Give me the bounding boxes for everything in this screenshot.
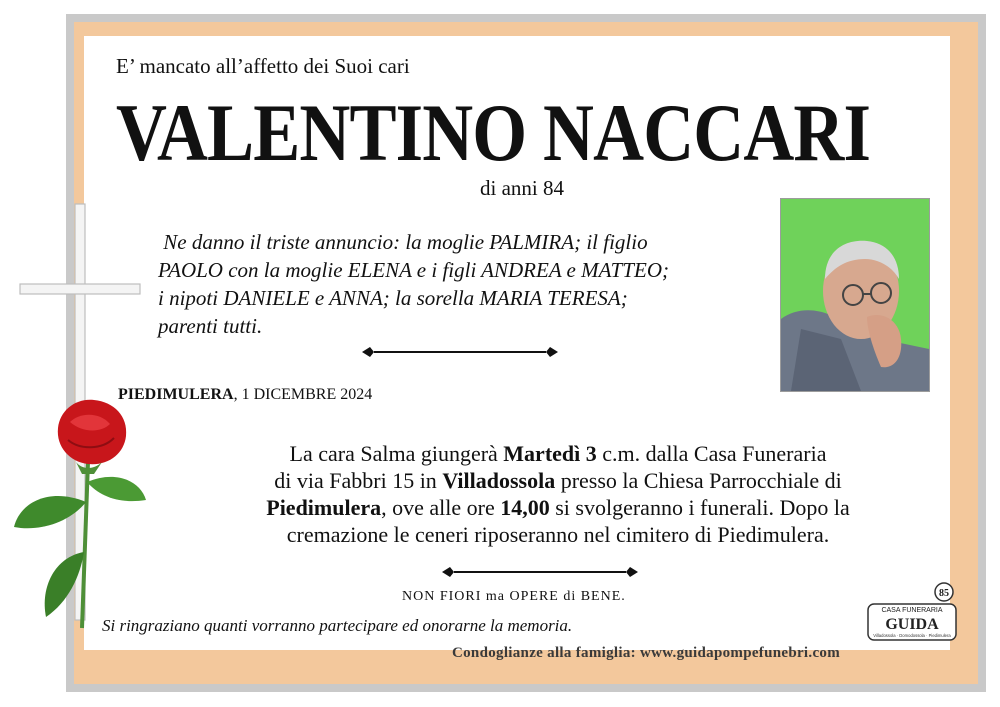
funeral-text: si svolgeranno i funerali. Dopo la	[549, 495, 850, 520]
rose-icon	[10, 392, 150, 632]
funeral-line: cremazione le ceneri riposeranno nel cimitero di Piedimulera.	[286, 522, 830, 547]
thanks-text: Si ringraziano quanti vorranno partecipare ed onorarne la memoria.	[102, 616, 573, 635]
funeral-line	[168, 494, 948, 521]
funeral-text: presso la Chiesa Parrocchiale di	[555, 468, 842, 493]
funeral-text: , ove alle ore	[381, 495, 501, 520]
photo-portrait	[780, 198, 930, 392]
non-fiori-text: NON FIORI ma OPERE di BENE.	[402, 589, 626, 604]
funeral-line	[168, 467, 948, 494]
place-town: PIEDIMULERA	[118, 386, 234, 403]
funeral-time: 14,00	[500, 495, 550, 520]
funeral-day: Martedì 3	[503, 441, 597, 466]
family-line: i nipoti DANIELE e ANNA; la sorella MARIA TERESA;	[158, 286, 628, 310]
deceased-name: VALENTINO NACCARI	[116, 87, 871, 178]
family-line: Ne danno il triste annuncio: la moglie PALMIRA; il figlio	[158, 230, 648, 254]
family-line: parenti tutti.	[158, 314, 263, 338]
funeral-home-logo	[866, 582, 958, 642]
funeral-text: c.m. dalla Casa Funeraria	[596, 441, 827, 466]
funeral-church-town: Piedimulera	[266, 495, 382, 520]
intro-text: E’ mancato all’affetto dei Suoi cari	[116, 54, 410, 78]
family-line: PAOLO con la moglie ELENA e i figli ANDREA e MATTEO;	[158, 258, 669, 282]
funeral-text: di via Fabbri 15 in	[274, 468, 443, 493]
family-announcement	[158, 228, 758, 340]
logo-brand: GUIDA	[885, 616, 939, 633]
ornament-divider-icon	[440, 565, 640, 579]
age-text: di anni 84	[480, 176, 564, 200]
funeral-town: Villadossola	[442, 468, 556, 493]
funeral-text: La cara Salma giungerà	[289, 441, 504, 466]
logo-sub: Villadossola · Domodossola · Piedimulera	[873, 633, 951, 638]
logo-top: CASA FUNERARIA	[881, 607, 943, 614]
ornament-divider-icon	[360, 345, 560, 359]
condolences-link[interactable]: Condoglianze alla famiglia: www.guidapompefunebri.com	[452, 645, 840, 661]
funeral-line	[168, 440, 948, 467]
logo-badge: 85	[939, 588, 949, 599]
funeral-details	[168, 440, 948, 548]
place-date-text: , 1 DICEMBRE 2024	[233, 386, 373, 403]
place-date	[118, 386, 372, 404]
